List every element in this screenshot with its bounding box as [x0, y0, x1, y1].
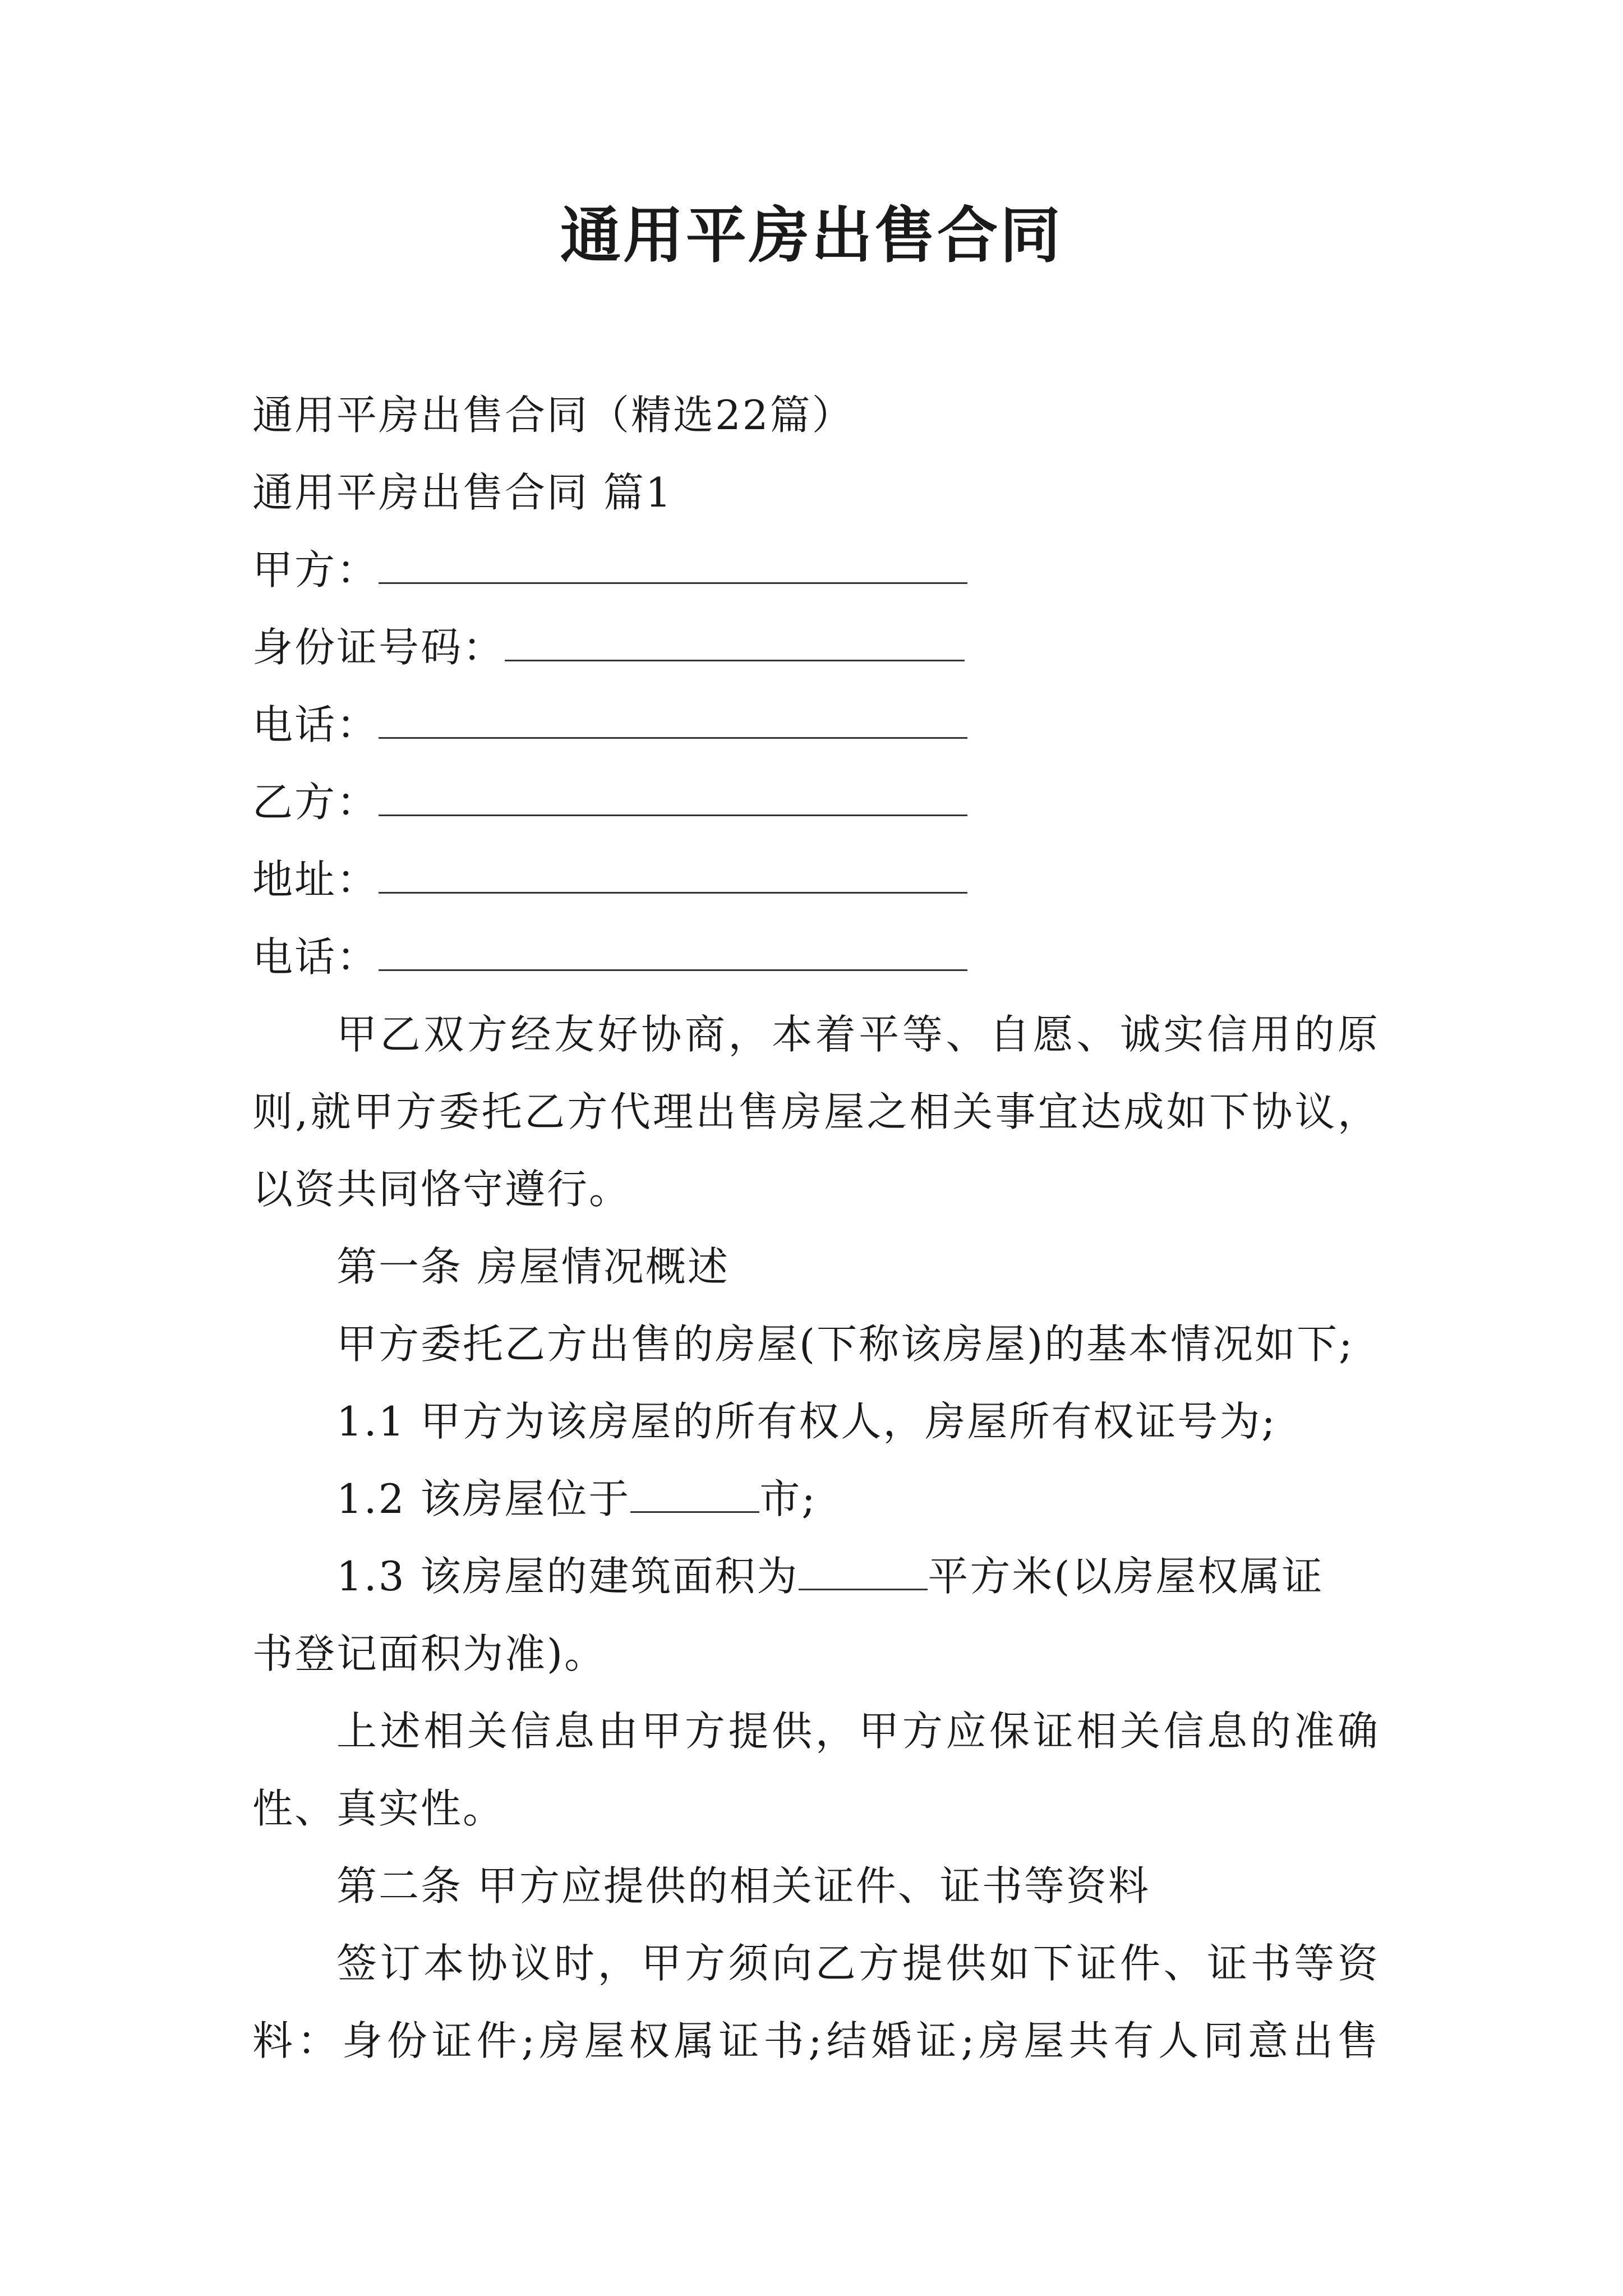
item-text: 平方米(以房屋权属证: [928, 1553, 1324, 1600]
article2-line-1: 签订本协议时，甲方须向乙方提供如下证件、证书等资: [336, 1940, 1380, 1987]
field-party-a: [252, 542, 1380, 598]
article1-heading: 第一条 房屋情况概述: [336, 1243, 730, 1290]
field-phone-b: [252, 929, 1380, 985]
field-party-b: [252, 774, 1380, 830]
field-address: [252, 852, 1380, 908]
intro-line-3: 以资共同恪守遵行。: [252, 1166, 631, 1213]
article1-note-line-1: 上述相关信息由甲方提供，甲方应保证相关信息的准确: [336, 1708, 1380, 1755]
article2-line-2: 料：身份证件;房屋权属证书;结婚证;房屋共有人同意出售: [252, 2017, 1380, 2064]
fill-blank: [379, 780, 967, 816]
document-subtitle: 通用平房出售合同（精选22篇）: [252, 392, 854, 439]
article2-heading: 第二条 甲方应提供的相关证件、证书等资料: [336, 1862, 1150, 1910]
fill-blank: [379, 935, 967, 971]
document-title: 通用平房出售合同: [560, 200, 1063, 271]
fill-blank: [379, 702, 967, 739]
field-label: 乙方：: [252, 779, 379, 826]
field-id-number: [252, 619, 1380, 675]
fill-blank: [799, 1554, 928, 1590]
field-label: 身份证号码：: [252, 624, 505, 671]
field-phone-a: [252, 697, 1380, 753]
article1-item-2: [336, 1471, 1464, 1527]
article1-item-3-cont: 书登记面积为准)。: [252, 1630, 607, 1677]
article1-item-3: [336, 1548, 1464, 1604]
fill-blank: [505, 625, 965, 661]
fill-blank: [630, 1476, 759, 1513]
field-label: 甲方：: [252, 546, 379, 593]
field-label: 电话：: [252, 933, 379, 981]
field-label: 地址：: [252, 856, 379, 903]
item-text: 市;: [759, 1475, 817, 1522]
article1-desc: 甲方委托乙方出售的房屋(下称该房屋)的基本情况如下;: [336, 1320, 1354, 1368]
article1-note-line-2: 性、真实性。: [252, 1785, 505, 1832]
item-text: 1.2 该房屋位于: [336, 1475, 631, 1522]
fill-blank: [379, 857, 967, 894]
intro-line-2: 则,就甲方委托乙方代理出售房屋之相关事宜达成如下协议，: [252, 1088, 1380, 1135]
item-text: 1.3 该房屋的建筑面积为: [336, 1553, 799, 1600]
intro-line-1: 甲乙双方经友好协商，本着平等、自愿、诚实信用的原: [336, 1011, 1380, 1058]
article1-item-1: 1.1 甲方为该房屋的所有权人，房屋所有权证号为;: [336, 1398, 1277, 1445]
section-heading: 通用平房出售合同 篇1: [252, 469, 673, 516]
field-label: 电话：: [252, 701, 379, 748]
fill-blank: [379, 547, 967, 584]
